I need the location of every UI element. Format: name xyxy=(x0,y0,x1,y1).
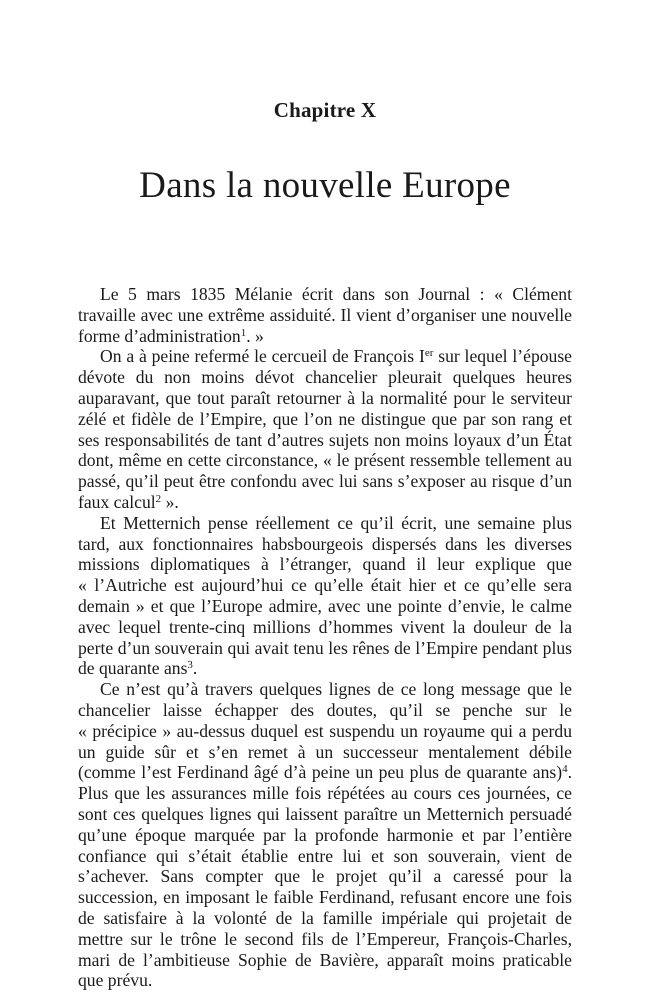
paragraph xyxy=(78,284,572,346)
chapter-label: Chapitre X xyxy=(273,98,377,122)
paragraph-text: ». xyxy=(161,491,179,512)
paragraph-text: . Plus que les assurances mille fois répétées au cours ces journées, ce sont ces quelques lignes qui laissent paraître un Metternich persuadé qu’une époque marquée par la profonde harmonie et par l’entière confiance qui s’était établie entre lui et son souverain, vient de s’achever. Sans compter que le projet qu’il a caressé pour la succession, en imposant le faible Ferdinand, refusant encore une fois de satisfaire à la volonté de la famille impériale qui projetait de mettre sur le trône le second fils de l’Empereur, François-Charles, mari de l’ambitieuse Sophie de Bavière, apparaît moins praticable que prévu. xyxy=(78,762,572,991)
body-text xyxy=(78,284,572,991)
paragraph xyxy=(78,679,572,991)
paragraph-text: . xyxy=(192,658,198,679)
paragraph-text: On a à peine refermé le cercueil de François I xyxy=(100,346,425,367)
paragraph-text: . » xyxy=(246,325,264,346)
footnote-ref: 1 xyxy=(240,326,247,339)
paragraph-text: Et Metternich pense réellement ce qu’il écrit, une semaine plus tard, aux fonctionnaires habsbourgeois dispersés dans les diverses missions diplomatiques à l’étranger, quand il leur explique que « l’Autriche est aujourd’hui ce qu’elle était hier et ce qu’elle sera demain » et que l’Europe admire, avec une pointe d’envie, le calme avec lequel trente-cinq millions d’hommes vivent la douleur de la perte d’un souverain qui avait tenu les rênes de l’Empire pendant plus de quarante ans xyxy=(78,512,572,679)
paragraph xyxy=(78,513,572,679)
paragraph-text: sur lequel l’épouse dévote du non moins dévot chancelier pleurait quelques heures auparavant, que tout paraît retourner à la normalité pour le serviteur zélé et fidèle de l’Empire, que l’on ne distingue que par son rang et ses responsabilités de tant d’autres sujets non moins loyaux d’un État dont, même en cette circonstance, « le présent ressemble tellement au passé, qu’il peut être confondu avec lui sans s’exposer au risque d’un faux calcul xyxy=(78,346,572,512)
footnote-ref: 2 xyxy=(155,492,162,505)
chapter-title: Dans la nouvelle Europe xyxy=(139,165,511,206)
paragraph xyxy=(78,346,572,512)
superscript-ordinal: er xyxy=(424,347,434,360)
footnote-ref: 3 xyxy=(187,659,193,672)
footnote-ref: 4 xyxy=(562,763,568,776)
paragraph-text: Ce n’est qu’à travers quelques lignes de ce long message que le chancelier laisse échapper des doutes, qu’il se penche sur le « précipice » au-dessus duquel est suspendu un royaume qui a perdu un guide sûr et s’en remet à un successeur mentalement débile (comme l’est Ferdinand âgé d’à peine un peu plus de quarante ans) xyxy=(78,679,572,783)
paragraph-text: Le 5 mars 1835 Mélanie écrit dans son Journal : « Clément travaille avec une extrême assiduité. Il vient d’organiser une nouvelle forme d’administration xyxy=(78,284,572,346)
